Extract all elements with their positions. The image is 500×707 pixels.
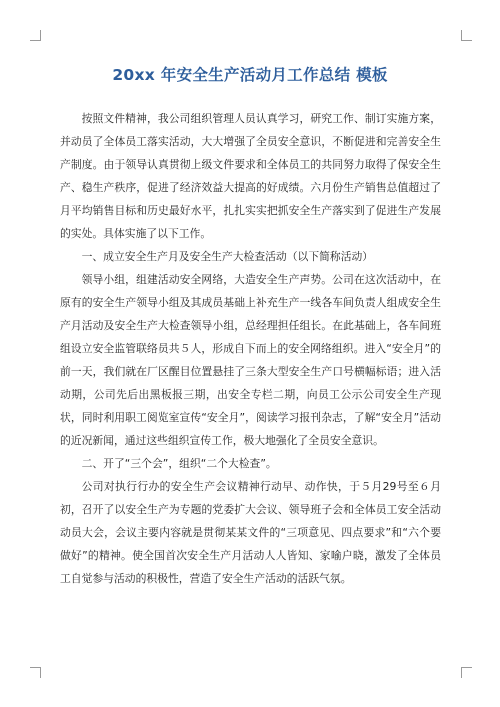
section-heading-1: 一、成立安全生产月及安全生产大检查活动（以下简称活动） (81, 250, 374, 263)
page-corner-mark-top-left (30, 30, 41, 41)
section-heading-2: 二、开了“三个会”，组织“二个大检查”。 (81, 457, 277, 470)
page-corner-mark-top-right (461, 30, 472, 41)
page-corner-mark-bottom-left (30, 667, 41, 678)
paragraph-section-2: 公司对执行行办的安全生产会议精神行动早、动作快，于５月29号至６月初，召开了以安全生产为专题的党委扩大会议、领导班子会和全体员工安全活动动员大会，会议主要内容就是贯彻某某文件的“三项意见、四点要求”和“六个要做好”的精神。使全国首次安全生产月活动人人皆知、家喻户晓，激发了全体员工自觉参与活动的积极性，营造了安全生产活动的活跃气氛。 (60, 480, 441, 585)
paragraph-intro: 按照文件精神，我公司组织管理人员认真学习，研究工作、制订实施方案，并动员了全体员工落实活动，大大增强了全员安全意识，不断促进和完善安全生产制度。由于领导认真贯彻上级文件要求和全体员工的共同努力取得了保安全生产、稳生产秩序，促进了经济效益大提高的好成绩。六月份生产销售总值超过了月平均销售目标和历史最好水平，扎扎实实把抓安全生产落实到了促进生产发展的实处。具体实施了以下工作。 (60, 112, 441, 240)
page-corner-mark-bottom-right (461, 667, 472, 678)
document-body (60, 107, 441, 590)
paragraph-section-1: 领导小组，组建活动安全网络，大造安全生产声势。公司在这次活动中，在原有的安全生产领导小组及其成员基础上补充生产一线各车间负责人组成安全生产月活动及安全生产大检查领导小组，总经理担任组长。在此基础上，各车间班组设立安全监管联络员共５人，形成自下而上的安全网络组织。进入“安全月”的前一天，我们就在厂区醒目位置悬挂了三条大型安全生产口号横幅标语；进入活动期，公司先后出黑板报三期，出安全专栏二期，向员工公示公司安全生产现状，同时利用职工阅览室宣传“安全月”，阅读学习报刊杂志，了解“安全月”活动的近况新闻，通过这些组织宣传工作，极大地强化了全员安全意识。 (60, 273, 441, 447)
document-title: 20xx 年安全生产活动月工作总结 模板 (112, 66, 388, 84)
